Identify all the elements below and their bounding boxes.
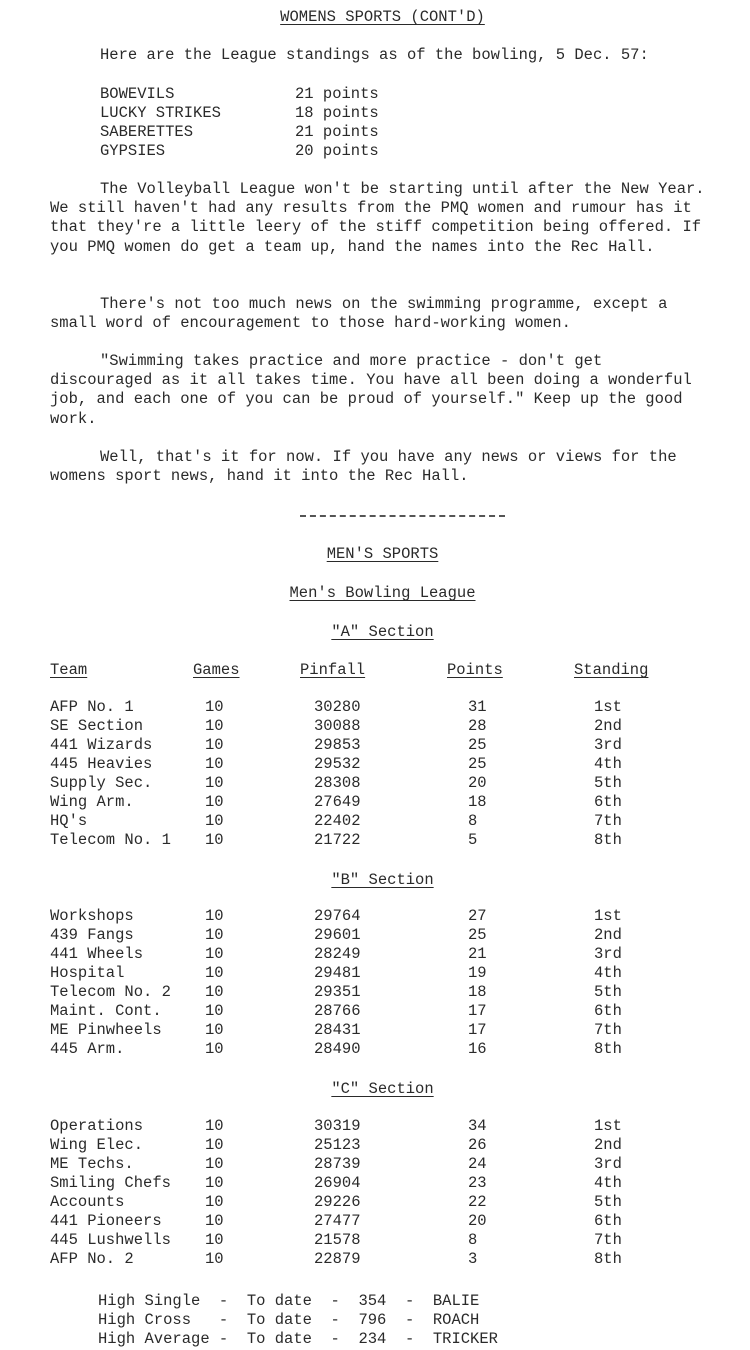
pinfall: 29764 — [314, 907, 361, 925]
team-name: LUCKY STRIKES — [100, 104, 221, 122]
table-row — [0, 1174, 750, 1193]
table-row — [0, 1155, 750, 1174]
points: 5 — [468, 831, 478, 849]
team-points: 20 points — [295, 142, 379, 160]
swimming-paragraph: There's not too much news on the swimming programme, except a small word of encouragement to those hard-working women. — [50, 295, 668, 333]
games-played: 10 — [205, 831, 224, 849]
table-row — [0, 907, 750, 926]
points: 17 — [468, 1021, 487, 1039]
table-row — [0, 717, 750, 736]
table-header — [0, 661, 750, 680]
team-name: 445 Heavies — [50, 755, 153, 773]
pinfall: 22402 — [314, 812, 361, 830]
games-played: 10 — [205, 983, 224, 1001]
games-played: 10 — [205, 1002, 224, 1020]
team-name: Wing Arm. — [50, 793, 134, 811]
games-played: 10 — [205, 812, 224, 830]
games-played: 10 — [205, 774, 224, 792]
table-row — [0, 698, 750, 717]
womens-sports-title: WOMENS SPORTS (CONT'D) — [280, 8, 485, 26]
standing: 1st — [594, 1117, 622, 1135]
points: 31 — [468, 698, 487, 716]
team-name: ME Pinwheels — [50, 1021, 162, 1039]
points: 8 — [468, 812, 478, 830]
header-games: Games — [193, 661, 240, 679]
table-row — [0, 964, 750, 983]
points: 23 — [468, 1174, 487, 1192]
team-name: Supply Sec. — [50, 774, 153, 792]
high-cross: High Cross - To date - 796 - ROACH — [98, 1311, 480, 1329]
standing: 8th — [594, 1040, 622, 1058]
pinfall: 30319 — [314, 1117, 361, 1135]
games-played: 10 — [205, 1155, 224, 1173]
header-team: Team — [50, 661, 88, 679]
team-name: GYPSIES — [100, 142, 166, 160]
standing: 8th — [594, 1250, 622, 1268]
team-name: 445 Arm. — [50, 1040, 125, 1058]
standing: 8th — [594, 831, 622, 849]
games-played: 10 — [205, 945, 224, 963]
table-row — [0, 793, 750, 812]
points: 17 — [468, 1002, 487, 1020]
team-name: AFP No. 2 — [50, 1250, 134, 1268]
womens-standing-row — [0, 123, 750, 142]
womens-standing-row — [0, 85, 750, 104]
swimming-quote-paragraph: "Swimming takes practice and more practice - don't get discouraged as it all takes time. You have all been doing a wonderful job, and each one of you can be proud of yourself." Keep up the good work. — [50, 352, 692, 428]
section-b-title: "B" Section — [331, 871, 434, 889]
pinfall: 29532 — [314, 755, 361, 773]
team-name: AFP No. 1 — [50, 698, 134, 716]
games-played: 10 — [205, 1136, 224, 1154]
team-name: Operations — [50, 1117, 144, 1135]
team-name: 439 Fangs — [50, 926, 134, 944]
closing-paragraph: Well, that's it for now. If you have any news or views for the womens sport news, hand it into the Rec Hall. — [50, 448, 677, 486]
team-name: Workshops — [50, 907, 134, 925]
table-row — [0, 774, 750, 793]
points: 25 — [468, 926, 487, 944]
volleyball-paragraph: The Volleyball League won't be starting until after the New Year. We still haven't had any results from the PMQ women and rumour has it that they're a little leery of the stiff competition being offered. If you PMQ women do get a team up, hand the names into the Rec Hall. — [50, 180, 705, 256]
table-row — [0, 831, 750, 850]
team-name: Maint. Cont. — [50, 1002, 162, 1020]
points: 25 — [468, 736, 487, 754]
points: 27 — [468, 907, 487, 925]
pinfall: 28308 — [314, 774, 361, 792]
games-played: 10 — [205, 717, 224, 735]
team-name: BOWEVILS — [100, 85, 175, 103]
games-played: 10 — [205, 736, 224, 754]
points: 20 — [468, 774, 487, 792]
team-name: Smiling Chefs — [50, 1174, 171, 1192]
standing: 1st — [594, 698, 622, 716]
points: 16 — [468, 1040, 487, 1058]
games-played: 10 — [205, 1212, 224, 1230]
table-row — [0, 983, 750, 1002]
table-row — [0, 1002, 750, 1021]
team-name: Telecom No. 2 — [50, 983, 171, 1001]
table-row — [0, 812, 750, 831]
section-a-title: "A" Section — [331, 623, 434, 641]
team-name: 441 Pioneers — [50, 1212, 162, 1230]
points: 19 — [468, 964, 487, 982]
table-row — [0, 736, 750, 755]
team-name: SABERETTES — [100, 123, 194, 141]
team-name: Wing Elec. — [50, 1136, 144, 1154]
team-name: HQ's — [50, 812, 88, 830]
pinfall: 29351 — [314, 983, 361, 1001]
points: 3 — [468, 1250, 478, 1268]
points: 8 — [468, 1231, 478, 1249]
table-row — [0, 1193, 750, 1212]
pinfall: 25123 — [314, 1136, 361, 1154]
standing: 3rd — [594, 1155, 622, 1173]
pinfall: 29601 — [314, 926, 361, 944]
standing: 6th — [594, 1002, 622, 1020]
team-name: 445 Lushwells — [50, 1231, 171, 1249]
points: 24 — [468, 1155, 487, 1173]
team-points: 21 points — [295, 85, 379, 103]
table-row — [0, 1250, 750, 1269]
games-played: 10 — [205, 1040, 224, 1058]
pinfall: 30088 — [314, 717, 361, 735]
womens-standing-row — [0, 104, 750, 123]
standing: 7th — [594, 1021, 622, 1039]
standing: 6th — [594, 793, 622, 811]
header-standing: Standing — [574, 661, 649, 679]
standing: 3rd — [594, 736, 622, 754]
team-name: ME Techs. — [50, 1155, 134, 1173]
points: 25 — [468, 755, 487, 773]
team-points: 21 points — [295, 123, 379, 141]
standing: 2nd — [594, 926, 622, 944]
games-played: 10 — [205, 1193, 224, 1211]
table-row — [0, 755, 750, 774]
points: 22 — [468, 1193, 487, 1211]
team-name: 441 Wizards — [50, 736, 153, 754]
womens-standing-row — [0, 142, 750, 161]
standing: 5th — [594, 1193, 622, 1211]
team-points: 18 points — [295, 104, 379, 122]
team-name: Hospital — [50, 964, 125, 982]
pinfall: 22879 — [314, 1250, 361, 1268]
pinfall: 27649 — [314, 793, 361, 811]
pinfall: 28431 — [314, 1021, 361, 1039]
pinfall: 29481 — [314, 964, 361, 982]
team-name: Accounts — [50, 1193, 125, 1211]
games-played: 10 — [205, 1250, 224, 1268]
pinfall: 28249 — [314, 945, 361, 963]
table-row — [0, 945, 750, 964]
header-points: Points — [447, 661, 503, 679]
points: 21 — [468, 945, 487, 963]
high-single: High Single - To date - 354 - BALIE — [98, 1292, 480, 1310]
pinfall: 28490 — [314, 1040, 361, 1058]
table-row — [0, 1231, 750, 1250]
games-played: 10 — [205, 698, 224, 716]
points: 26 — [468, 1136, 487, 1154]
league-standings-intro: Here are the League standings as of the bowling, 5 Dec. 57: — [100, 46, 649, 64]
standing: 4th — [594, 1174, 622, 1192]
pinfall: 29226 — [314, 1193, 361, 1211]
games-played: 10 — [205, 793, 224, 811]
standing: 5th — [594, 983, 622, 1001]
team-name: 441 Wheels — [50, 945, 144, 963]
games-played: 10 — [205, 964, 224, 982]
games-played: 10 — [205, 907, 224, 925]
table-row — [0, 1040, 750, 1059]
standing: 4th — [594, 964, 622, 982]
games-played: 10 — [205, 1021, 224, 1039]
table-row — [0, 1117, 750, 1136]
standing: 7th — [594, 812, 622, 830]
standing: 2nd — [594, 1136, 622, 1154]
pinfall: 21722 — [314, 831, 361, 849]
games-played: 10 — [205, 1117, 224, 1135]
points: 28 — [468, 717, 487, 735]
table-row — [0, 926, 750, 945]
points: 18 — [468, 983, 487, 1001]
pinfall: 26904 — [314, 1174, 361, 1192]
standing: 5th — [594, 774, 622, 792]
points: 20 — [468, 1212, 487, 1230]
team-name: SE Section — [50, 717, 144, 735]
table-row — [0, 1136, 750, 1155]
mens-sports-title: MEN'S SPORTS — [326, 545, 439, 563]
team-name: Telecom No. 1 — [50, 831, 171, 849]
games-played: 10 — [205, 926, 224, 944]
standing: 2nd — [594, 717, 622, 735]
standing: 1st — [594, 907, 622, 925]
games-played: 10 — [205, 1174, 224, 1192]
pinfall: 28739 — [314, 1155, 361, 1173]
bowling-league-title: Men's Bowling League — [289, 584, 476, 602]
section-c-title: "C" Section — [331, 1080, 434, 1098]
pinfall: 21578 — [314, 1231, 361, 1249]
standing: 3rd — [594, 945, 622, 963]
pinfall: 27477 — [314, 1212, 361, 1230]
table-row — [0, 1021, 750, 1040]
pinfall: 29853 — [314, 736, 361, 754]
standing: 4th — [594, 755, 622, 773]
header-pinfall: Pinfall — [300, 661, 366, 679]
pinfall: 30280 — [314, 698, 361, 716]
high-average: High Average - To date - 234 - TRICKER — [98, 1330, 498, 1348]
games-played: 10 — [205, 1231, 224, 1249]
games-played: 10 — [205, 755, 224, 773]
standing: 7th — [594, 1231, 622, 1249]
pinfall: 28766 — [314, 1002, 361, 1020]
points: 18 — [468, 793, 487, 811]
standing: 6th — [594, 1212, 622, 1230]
section-divider — [300, 515, 505, 517]
table-row — [0, 1212, 750, 1231]
points: 34 — [468, 1117, 487, 1135]
